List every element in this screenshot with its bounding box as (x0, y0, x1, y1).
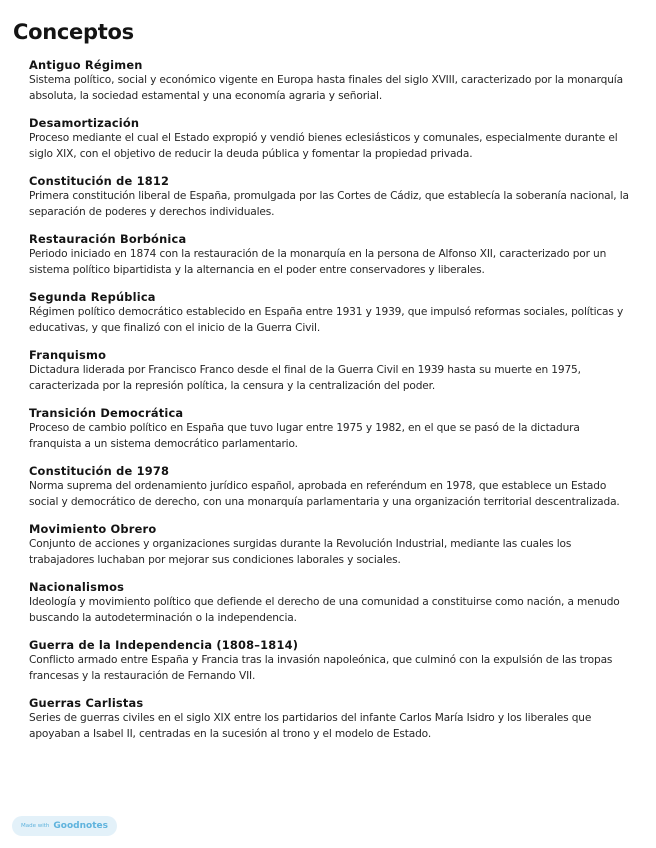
concept-term: Nacionalismos (29, 580, 125, 594)
watermark-brand: Goodnotes (53, 821, 108, 831)
concept-term: Movimiento Obrero (29, 522, 157, 536)
concept-term: Antiguo Régimen (29, 58, 143, 72)
concept-definition: Proceso de cambio político en España que tuvo lugar entre 1975 y 1982, en el que se pasó de la dictadura franquista a un sistema democrático parlamentario. (29, 422, 580, 450)
goodnotes-watermark (12, 816, 117, 836)
concept-term: Transición Democrática (29, 406, 184, 420)
concept-item (29, 464, 629, 510)
concept-definition: Primera constitución liberal de España, promulgada por las Cortes de Cádiz, que establecía la soberanía nacional, la separación de poderes y derechos individuales. (29, 190, 629, 218)
concept-item (29, 522, 629, 568)
concept-definition: Ideología y movimiento político que defiende el derecho de una comunidad a constituirse como nación, a menudo buscando la autodeterminación o la independencia. (29, 596, 620, 624)
concept-item (29, 290, 629, 336)
watermark-prefix: Made with (21, 823, 50, 829)
page-title: Conceptos (13, 20, 134, 44)
concept-term: Segunda República (29, 290, 156, 304)
concept-list (29, 58, 629, 754)
concept-definition: Dictadura liderada por Francisco Franco desde el final de la Guerra Civil en 1939 hasta su muerte en 1975, caracterizada por la represión política, la censura y la centralización del poder. (29, 364, 581, 392)
concept-term: Constitución de 1978 (29, 464, 170, 478)
concept-term: Desamortización (29, 116, 140, 130)
concept-term: Franquismo (29, 348, 107, 362)
concept-item (29, 348, 629, 394)
concept-item (29, 638, 629, 684)
concept-item (29, 406, 629, 452)
concept-definition: Conflicto armado entre España y Francia tras la invasión napoleónica, que culminó con la expulsión de las tropas francesas y la restauración de Fernando VII. (29, 654, 613, 682)
concept-item (29, 580, 629, 626)
concept-definition: Proceso mediante el cual el Estado expropió y vendió bienes eclesiásticos y comunales, especialmente durante el siglo XIX, con el objetivo de reducir la deuda pública y fomentar la propiedad privada. (29, 132, 618, 160)
concept-definition: Conjunto de acciones y organizaciones surgidas durante la Revolución Industrial, mediante las cuales los trabajadores luchaban por mejorar sus condiciones laborales y sociales. (29, 538, 572, 566)
concept-item (29, 116, 629, 162)
concept-term: Constitución de 1812 (29, 174, 170, 188)
concept-item (29, 58, 629, 104)
concept-item (29, 696, 629, 742)
concept-term: Guerras Carlistas (29, 696, 144, 710)
concept-definition: Series de guerras civiles en el siglo XIX entre los partidarios del infante Carlos María Isidro y los liberales que apoyaban a Isabel II, centradas en la sucesión al trono y el modelo de Estado. (29, 712, 592, 740)
concept-item (29, 232, 629, 278)
concept-item (29, 174, 629, 220)
concept-definition: Régimen político democrático establecido en España entre 1931 y 1939, que impulsó reformas sociales, políticas y educativas, y que finalizó con el inicio de la Guerra Civil. (29, 306, 624, 334)
concept-definition: Norma suprema del ordenamiento jurídico español, aprobada en referéndum en 1978, que establece un Estado social y democrático de derecho, con una monarquía parlamentaria y una organización territorial descentralizada. (29, 480, 620, 508)
concept-definition: Sistema político, social y económico vigente en Europa hasta finales del siglo XVIII, caracterizado por la monarquía absoluta, la sociedad estamental y una economía agraria y señorial. (29, 74, 623, 102)
concept-term: Restauración Borbónica (29, 232, 187, 246)
concept-term: Guerra de la Independencia (1808–1814) (29, 638, 299, 652)
concept-definition: Periodo iniciado en 1874 con la restauración de la monarquía en la persona de Alfonso XII, caracterizado por un sistema político bipartidista y la alternancia en el poder entre conservadores y liberales. (29, 248, 607, 276)
